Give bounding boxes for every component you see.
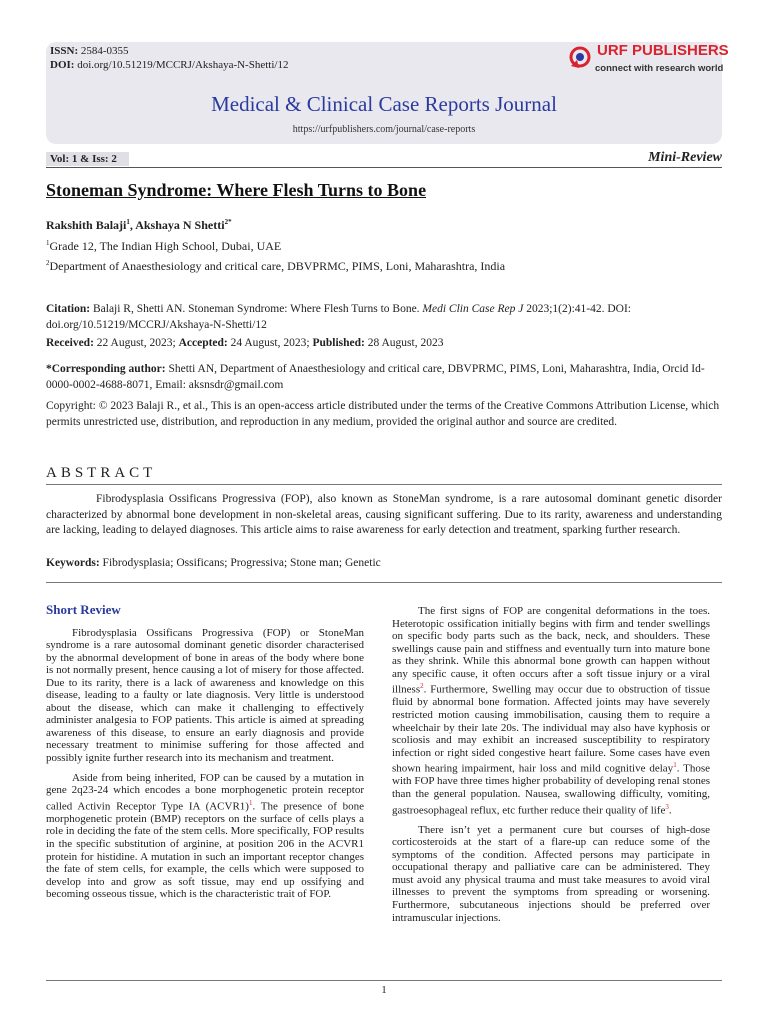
affiliation-1 (46, 239, 281, 254)
citation-text: Balaji R, Shetti AN. Stoneman Syndrome: Where Flesh Turns to Bone. (90, 303, 423, 315)
author-sup: 2* (224, 218, 232, 226)
journal-title: Medical & Clinical Case Reports Journal (211, 92, 557, 116)
paragraph-text: The first signs of FOP are congenital deformations in the toes. Heterotopic ossification initially begins with firm and tender swellings on specific body parts such as the back, neck, and shoulders. These swellings cause pain and stiffness and eventually turn into mature bone as they shrink. While this abnormal bone growth can happen without any specific cause, it often occurs after a soft tissue injury or a viral illness (392, 605, 710, 696)
reference-link[interactable]: 1 (248, 798, 253, 807)
citation (46, 302, 722, 333)
paragraph-text: . The presence of bone morphogenetic protein (BMP) receptors on the surface of cells plays a role in deciding the fate of the stem cells. More specifically, FOP results in the specific substitution of arginine, at position 206 in the ACVR1 protein for histidine. A mutation in such an important receptor changes the fate of stem cells, for example, the cells which were supposed to develop into and grow as soft tissue, may end up ossifying and becoming osseous tissue, which is the characteristic trait of FOP. (46, 800, 365, 901)
left-column (46, 604, 364, 908)
received-date: 22 August, 2023; (93, 337, 179, 349)
article-title: Stoneman Syndrome: Where Flesh Turns to Bone (46, 180, 427, 200)
keywords (46, 557, 381, 569)
affiliation-text: Department of Anaesthesiology and critical care, DBVPRMC, PIMS, Loni, Maharashtra, India (49, 259, 506, 273)
issn-label: ISSN: (50, 45, 79, 57)
affiliation-sup: 2 (46, 259, 50, 267)
volume-bar (46, 152, 722, 168)
abstract-text: Fibrodysplasia Ossificans Progressiva (FOP), also known as StoneMan syndrome, is a rare autosomal dominant genetic disorder characterized by abnormal bone development in non-skeletal areas, causing significant suffering. Due to its rarity, awareness and understanding are lacking, leading to delayed diagnoses. This article aims to raise awareness for early detection and treatment, sparking further research. (46, 493, 722, 536)
publisher-name: URF PUBLISHERS (597, 42, 729, 59)
paragraph-text: Aside from being inherited, FOP can be caused by a mutation in gene 2q23-24 which encodes a bone morphogenetic protein receptor called Activin Receptor Type IA (ACVR1) (46, 771, 364, 813)
journal-url[interactable]: https://urfpublishers.com/journal/case-reports (292, 124, 476, 135)
page-number: 1 (381, 984, 387, 996)
paragraph (392, 605, 710, 817)
divider (46, 484, 722, 485)
issn-doi-block (50, 44, 288, 72)
affiliation-2 (46, 259, 505, 274)
corresponding-label: *Corresponding author: (46, 363, 166, 375)
affiliation-text: Grade 12, The Indian High School, Dubai, UAE (49, 239, 282, 253)
paragraph (46, 772, 364, 901)
published-date: 28 August, 2023 (364, 337, 444, 349)
reference-link[interactable]: 3 (665, 802, 669, 811)
citation-journal: Medi Clin Case Rep J (422, 303, 524, 315)
abstract-heading: ABSTRACT (46, 465, 157, 481)
keywords-text: Fibrodysplasia; Ossificans; Progressiva; Stone man; Genetic (99, 557, 381, 569)
article-type: Mini-Review (648, 150, 722, 165)
doi-value[interactable]: doi.org/10.51219/MCCRJ/Akshaya-N-Shetti/12 (77, 59, 289, 71)
author-separator: , (129, 218, 136, 232)
corresponding-text: Shetti AN, Department of Anaesthesiology and critical care, DBVPRMC, PIMS, Loni, Maharashtra, India, Orcid Id- 0000-0002-4688-8071, Email: aksnsdr@gmail.com (46, 363, 705, 391)
paragraph: There isn’t yet a permanent cure but courses of high-dose corticosteroids at the start of a flare-up can reduce some of the symptoms of the condition. Affected persons may participate in occupational therapy and palliative care can be administered. They must avoid any physical trauma and must take measures to avoid viral illnesses to prevent the symptoms from spreading or worsening. Furthermore, subcutaneous injections should be preferred over intramuscular injections. (392, 823, 710, 924)
citation-label: Citation: (46, 303, 91, 315)
paragraph-text: . (668, 804, 672, 817)
publisher-logo-icon (565, 44, 595, 74)
author-name: Akshaya N Shetti (135, 218, 225, 232)
footer-divider (46, 980, 722, 981)
paragraph: Fibrodysplasia Ossificans Progressiva (FOP) or StoneMan syndrome is a rare autosomal dominant genetic disorder characterised by the abnormal development of bone in areas of the body where bone is not normally present, hence causing a lot of misery for those affected. Due to its rarity, there is a lack of awareness and knowledge on this disease, leading to a faulty or late diagnosis. Very little is understood about the disease, which can make it challenging to effectively administer analgesia to FOP patients. This article is aimed at spreading awareness of this disease, to ensure an early diagnosis and provide necessary treatment to minimise suffering for those affected and possibly ignite further research into its mechanism and treatment. (46, 626, 364, 765)
reference-link[interactable]: 1 (673, 761, 677, 770)
divider (46, 582, 722, 583)
publisher-logo[interactable] (565, 42, 729, 78)
accepted-label: Accepted: (178, 337, 228, 349)
corresponding-author (46, 362, 722, 393)
issn-value: 2584-0355 (80, 45, 129, 57)
paragraph-text: . Furthermore, Swelling may occur due to obstruction of tissue fluid by abnormal bone formation. Affected joints may have severely restricted motion causing immobilisation, causing them to require a wheelchair by their late 20s. The individual may also have kyphosis or scoliosis and may exhibit an increased susceptibility to respiratory infection or right sided congestive heart failure. Some cases have even shown hearing impairment, hair loss and mild cognitive delay (392, 683, 710, 775)
right-column (392, 605, 710, 931)
dates (46, 336, 722, 352)
citation-tail: 2023;1(2):41-42. DOI: doi.org/10.51219/MCCRJ/Akshaya-N-Shetti/12 (46, 303, 631, 331)
paragraph-text: . Those with FOP have three times higher probability of developing renal stones than the general population. Nausea, swallowing difficulty, vomiting, gastroesophageal reflux, etc further reduce their quality of life (392, 762, 710, 817)
author-sup: 1 (126, 218, 130, 226)
keywords-label: Keywords: (46, 557, 100, 569)
received-label: Received: (46, 337, 94, 349)
doi-label: DOI: (50, 59, 75, 71)
author-name: Rakshith Balaji (46, 218, 127, 232)
accepted-date: 24 August, 2023; (227, 337, 313, 349)
reference-link[interactable]: 2 (420, 682, 424, 691)
authors (46, 218, 232, 233)
volume-issue: Vol: 1 & Iss: 2 (46, 152, 129, 166)
copyright: Copyright: © 2023 Balaji R., et al., This is an open-access article distributed under the terms of the Creative Commons Attribution License, which permits unrestricted use, distribution, and reproduction in any medium, provided the original author and source are credited. (46, 400, 720, 428)
published-label: Published: (312, 337, 365, 349)
publisher-tagline: connect with research world (595, 63, 724, 74)
section-heading: Short Review (46, 602, 121, 617)
affiliation-sup: 1 (46, 239, 50, 247)
